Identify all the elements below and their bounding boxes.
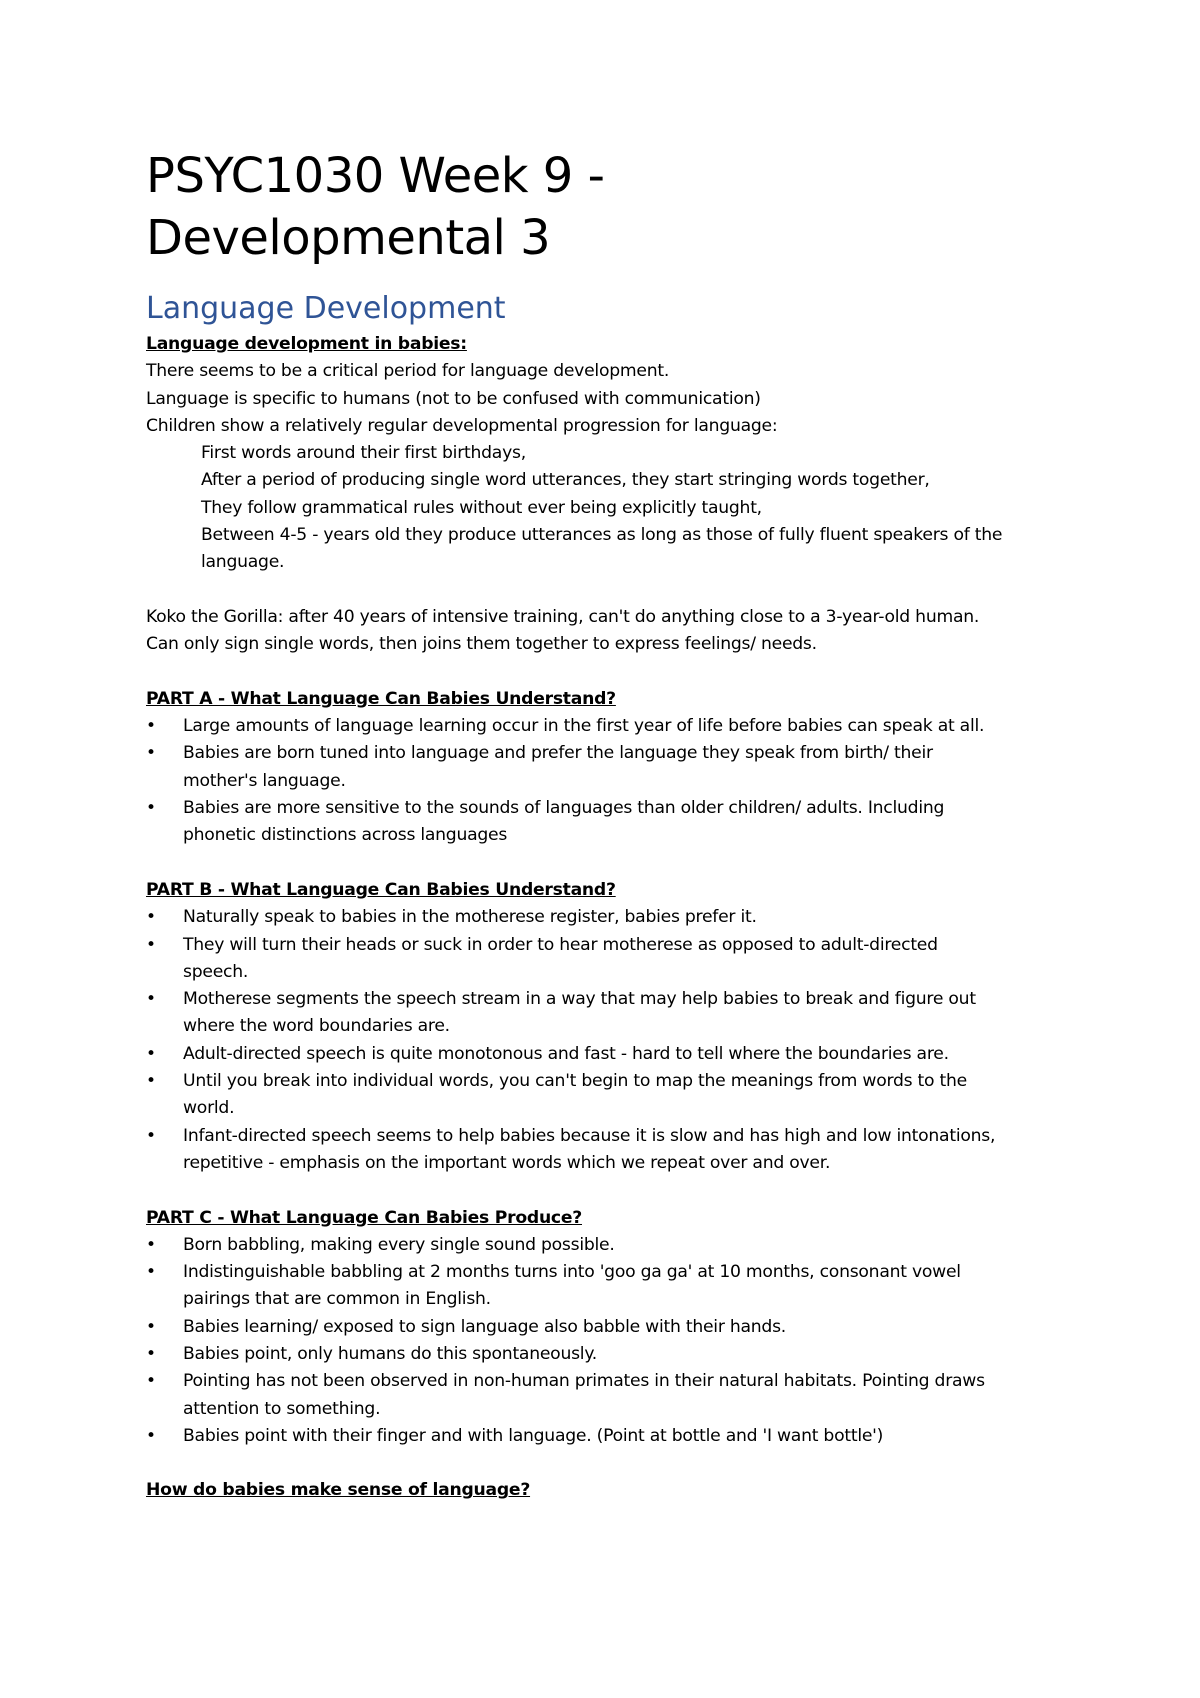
list-item: • Pointing has not been observed in non-human primates in their natural habitats. Pointing draws attention to something. bbox=[146, 1368, 1028, 1423]
koko-line: Koko the Gorilla: after 40 years of intensive training, can't do anything close to a 3-year-old human. bbox=[146, 606, 980, 627]
list-item: • They will turn their heads or suck in order to hear motherese as opposed to adult-directed speech. bbox=[146, 932, 988, 987]
intro-line: Children show a relatively regular developmental progression for language: bbox=[146, 415, 778, 436]
intro-indented-line: After a period of producing single word utterances, they start stringing words together, bbox=[201, 470, 930, 491]
final-heading: How do babies make sense of language? bbox=[146, 1480, 531, 1501]
bullet-icon: • bbox=[146, 1234, 156, 1255]
list-item: • Born babbling, making every single sound possible. bbox=[146, 1232, 996, 1259]
intro-indented-line: They follow grammatical rules without ever being explicitly taught, bbox=[201, 497, 762, 518]
list-item: • Large amounts of language learning occur in the first year of life before babies can speak at all. bbox=[146, 713, 986, 740]
bullet-icon: • bbox=[146, 716, 156, 737]
part-a-heading: PART A - What Language Can Babies Understand? bbox=[146, 688, 616, 709]
bullet-icon: • bbox=[146, 1071, 156, 1092]
list-item: • Babies learning/ exposed to sign language also babble with their hands. bbox=[146, 1314, 996, 1341]
part-a-list bbox=[146, 713, 986, 849]
intro-line: There seems to be a critical period for language development. bbox=[146, 361, 670, 382]
bullet-icon: • bbox=[146, 1043, 156, 1064]
intro-subheading: Language development in babies: bbox=[146, 334, 467, 354]
list-item: • Until you break into individual words, you can't begin to map the meanings from words to the world. bbox=[146, 1068, 1023, 1123]
list-item: • Adult-directed speech is quite monotonous and fast - hard to tell where the boundaries are. bbox=[146, 1041, 996, 1068]
bullet-icon: • bbox=[146, 798, 156, 819]
list-item: • Babies are born tuned into language and prefer the language they speak from birth/ their mother's language. bbox=[146, 740, 943, 795]
list-item: • Babies point with their finger and with language. (Point at bottle and 'I want bottle') bbox=[146, 1423, 996, 1450]
intro-indented-line: Between 4-5 - years old they produce utterances as long as those of fully fluent speakers of the language. bbox=[201, 525, 1003, 573]
list-item: • Motherese segments the speech stream in a way that may help babies to break and figure out where the word boundaries are. bbox=[146, 986, 1018, 1041]
section-heading: Language Development bbox=[146, 291, 506, 326]
part-b-heading: PART B - What Language Can Babies Understand? bbox=[146, 879, 616, 900]
bullet-icon: • bbox=[146, 1262, 156, 1283]
part-c-list bbox=[146, 1232, 996, 1450]
koko-line: Can only sign single words, then joins them together to express feelings/ needs. bbox=[146, 634, 817, 655]
intro-line: Language is specific to humans (not to be confused with communication) bbox=[146, 388, 761, 409]
bullet-icon: • bbox=[146, 1125, 156, 1146]
part-b-list bbox=[146, 904, 996, 1177]
bullet-icon: • bbox=[146, 743, 156, 764]
list-item: • Indistinguishable babbling at 2 months turns into 'goo ga ga' at 10 months, consonant vowel pairings that are common in English. bbox=[146, 1259, 1003, 1314]
document-title bbox=[146, 145, 1100, 269]
bullet-icon: • bbox=[146, 1425, 156, 1446]
list-item: • Babies are more sensitive to the sounds of languages than older children/ adults. Including phonetic distinctions across languages bbox=[146, 795, 993, 850]
bullet-icon: • bbox=[146, 1371, 156, 1392]
list-item: • Naturally speak to babies in the motherese register, babies prefer it. bbox=[146, 904, 996, 931]
part-c-heading: PART C - What Language Can Babies Produce? bbox=[146, 1207, 582, 1228]
intro-indented-line: First words around their first birthdays, bbox=[201, 443, 526, 464]
bullet-icon: • bbox=[146, 907, 156, 928]
list-item: • Infant-directed speech seems to help babies because it is slow and has high and low intonations, repetitive - emphasis on the important words which we repeat over and over. bbox=[146, 1123, 1033, 1178]
bullet-icon: • bbox=[146, 1316, 156, 1337]
title-line-2: Developmental 3 bbox=[146, 210, 551, 266]
bullet-icon: • bbox=[146, 989, 156, 1010]
bullet-icon: • bbox=[146, 934, 156, 955]
title-line-1: PSYC1030 Week 9 - bbox=[146, 148, 605, 204]
list-item: • Babies point, only humans do this spontaneously. bbox=[146, 1341, 996, 1368]
bullet-icon: • bbox=[146, 1343, 156, 1364]
